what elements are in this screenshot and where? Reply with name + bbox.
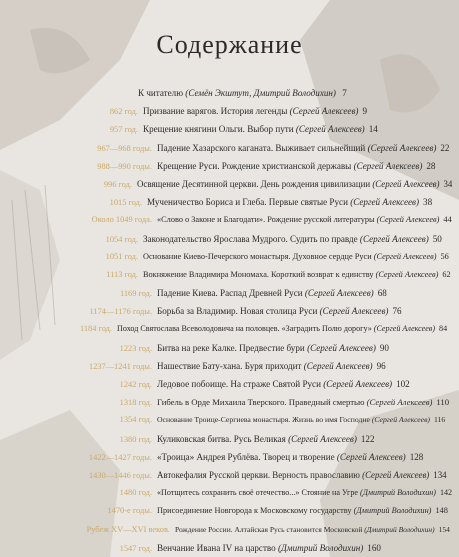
entry-title: Борьба за Владимир. Новая столица Руси — [157, 306, 318, 317]
entry-page: 102 — [396, 379, 410, 389]
entry-date: 1380 год. — [119, 434, 152, 444]
entry-page: 50 — [432, 233, 442, 244]
entry-author: (Сергей Алексеев) — [350, 197, 420, 208]
entry-page: 22 — [440, 142, 450, 153]
entry-date: 988—990 годы. — [97, 161, 152, 171]
toc-entry[interactable] — [52, 284, 452, 302]
entry-date: 1242 год. — [119, 380, 152, 389]
entry-author: (Сергей Алексеев) — [367, 142, 437, 153]
entry-date: 1354 год. — [119, 415, 152, 425]
toc-entry[interactable] — [52, 120, 452, 138]
toc-entry[interactable] — [52, 521, 452, 539]
toc-entry[interactable] — [52, 193, 452, 211]
entry-date: 996 год. — [103, 179, 132, 189]
entry-date: 862 год. — [109, 107, 138, 117]
entry-title: Крещение княгини Ольги. Выбор пути — [143, 124, 294, 135]
entry-author: (Дмитрий Володихин) — [364, 524, 435, 534]
entry-title: «Слово о Законе и Благодати». Рождение русской литературы — [157, 215, 375, 225]
entry-author: (Сергей Алексеев) — [336, 451, 406, 462]
entry-title: Падение Киева. Распад Древней Руси — [157, 288, 303, 299]
entry-author: (Дмитрий Володихин) — [353, 506, 432, 516]
entry-title: Гибель в Орде Михаила Тверского. Праведный смертью — [157, 397, 365, 408]
entry-author: (Сергей Алексеев) — [371, 415, 430, 425]
toc-entry[interactable] — [52, 248, 452, 266]
entry-title: Рождение России. Алтайская Русь становится Московской — [175, 524, 363, 534]
entry-page: 9 — [362, 106, 367, 117]
entry-author: (Сергей Алексеев) — [376, 215, 440, 225]
entry-title: Куликовская битва. Русь Великая — [157, 433, 286, 444]
entry-page: 68 — [377, 288, 387, 299]
toc-entry[interactable] — [52, 302, 452, 320]
toc-entry[interactable] — [52, 157, 452, 175]
entry-author: (Сергей Алексеев) — [288, 433, 357, 444]
toc-entry[interactable] — [52, 484, 452, 502]
entry-date: 1051 год. — [105, 251, 138, 261]
toc-entry[interactable] — [52, 411, 452, 429]
entry-page: 134 — [433, 469, 447, 480]
entry-title: «Потщитесь сохранить своё отечество...» Стояние на Угре — [157, 488, 358, 498]
entry-author: (Сергей Алексеев) — [372, 178, 440, 189]
entry-page: 84 — [439, 324, 448, 334]
entry-author: (Сергей Алексеев) — [319, 306, 389, 317]
entry-date: 1184 год. — [79, 324, 112, 334]
toc-entry[interactable] — [52, 393, 452, 411]
entry-author: (Сергей Алексеев) — [373, 324, 436, 334]
entry-author: (Сергей Алексеев) — [304, 288, 374, 299]
entry-page: 128 — [409, 451, 424, 462]
entry-title: Мученичество Бориса и Глеба. Первые святые Руси — [147, 197, 348, 208]
toc-entry[interactable] — [52, 266, 452, 284]
toc-entry[interactable] — [52, 466, 452, 484]
entry-date: 1237—1241 годы. — [88, 361, 152, 371]
entry-date: 1174—1176 годы. — [89, 307, 152, 317]
toc-intro[interactable] — [52, 84, 452, 102]
entry-date: 1422—1427 годы. — [88, 452, 152, 462]
entry-page: 154 — [438, 524, 450, 534]
toc-entry[interactable] — [52, 448, 452, 466]
entry-page: 62 — [442, 269, 451, 279]
entry-date: 1054 год. — [105, 234, 138, 244]
entry-title: Падение Хазарского каганата. Выживает сильнейший — [157, 142, 366, 153]
entry-author: (Дмитрий Володихин) — [277, 542, 364, 553]
entry-title: Основание Троице-Сергиева монастыря. Жизнь во имя Господне — [157, 415, 370, 425]
entry-author: (Сергей Алексеев) — [289, 106, 359, 117]
entry-page: 90 — [379, 342, 389, 353]
entry-date: 1223 год. — [119, 343, 152, 353]
entry-page: 34 — [443, 178, 452, 189]
toc-entry[interactable] — [52, 430, 452, 448]
entry-title: Автокефалия Русской церкви. Верность православию — [157, 469, 360, 480]
entry-date: Около 1049 года. — [91, 215, 152, 225]
entry-title: Вокняжение Владимира Мономаха. Короткий возврат к единству — [143, 269, 374, 279]
intro-title: К читателю — [138, 88, 184, 98]
entry-title: Освящение Десятинной церкви. День рождения цивилизации — [137, 178, 371, 189]
entry-date: 1480 год. — [119, 488, 152, 498]
table-of-contents — [52, 84, 452, 557]
entry-title: Законодательство Ярослава Мудрого. Судить по правде — [143, 233, 358, 244]
entry-title: Битва на реке Калке. Предвестие бури — [157, 342, 305, 353]
intro-page: 7 — [342, 88, 347, 98]
intro-author: (Семён Экштут, Дмитрий Володихин) — [185, 88, 336, 98]
entry-page: 148 — [435, 506, 448, 516]
entry-title: Ледовое побоище. На страже Святой Руси — [157, 379, 321, 389]
entry-date: 1113 год. — [106, 269, 138, 279]
entry-page: 160 — [367, 542, 381, 553]
entry-date: 967—968 годы. — [97, 143, 152, 153]
entry-author: (Сергей Алексеев) — [359, 233, 429, 244]
entry-page: 44 — [443, 215, 452, 225]
entry-page: 38 — [423, 197, 433, 208]
entry-author: (Сергей Алексеев) — [323, 379, 393, 389]
entry-author: (Сергей Алексеев) — [366, 397, 433, 408]
entry-title: Венчание Ивана IV на царство — [157, 542, 276, 553]
entry-page: 28 — [426, 160, 436, 171]
entry-author: (Сергей Алексеев) — [362, 469, 430, 480]
entry-date: 1470-е годы. — [107, 506, 152, 516]
entry-author: (Дмитрий Володихин) — [360, 488, 436, 498]
entry-date: 1430—1446 годы. — [88, 470, 152, 480]
entry-page: 96 — [376, 360, 386, 371]
entry-author: (Сергей Алексеев) — [373, 251, 437, 261]
entry-page: 56 — [440, 251, 449, 261]
page-title: Содержание — [156, 30, 303, 59]
entry-date: 957 год. — [109, 125, 138, 135]
entry-page: 142 — [439, 488, 452, 498]
toc-entry[interactable] — [52, 139, 452, 157]
toc-entry[interactable] — [52, 375, 452, 393]
entry-page: 14 — [368, 124, 378, 135]
toc-entry[interactable] — [52, 211, 452, 229]
entry-author: (Сергей Алексеев) — [307, 342, 376, 353]
toc-entry[interactable] — [52, 357, 452, 375]
toc-entry[interactable] — [52, 502, 452, 520]
entry-page: 116 — [433, 415, 446, 425]
entry-title: Поход Святослава Всеволодовича на половцев. «Заградить Полю дорогу» — [117, 324, 372, 334]
entry-title: Нашествие Бату-хана. Буря приходит — [157, 360, 302, 371]
entry-page: 110 — [436, 397, 450, 408]
entry-title: Призвание варягов. История легенды — [143, 106, 288, 117]
entry-date: 1547 год. — [119, 543, 152, 553]
entry-date: 1318 год. — [119, 398, 152, 408]
entry-date: 1169 год. — [119, 289, 152, 299]
entry-title: «Троица» Андрея Рублёва. Творец и творение — [157, 451, 335, 462]
entry-title: Основание Киево-Печерского монастыря. Духовное сердце Руси — [143, 251, 372, 261]
entry-author: (Сергей Алексеев) — [295, 124, 365, 135]
toc-entry[interactable] — [52, 320, 452, 338]
entry-date: Рубеж XV—XVI веков. — [86, 524, 170, 534]
entry-author: (Сергей Алексеев) — [375, 269, 439, 279]
entry-author: (Сергей Алексеев) — [303, 360, 373, 371]
toc-entry[interactable] — [52, 230, 452, 248]
entry-title: Крещение Руси. Рождение христианской державы — [157, 160, 352, 171]
entry-date: 1015 год. — [109, 198, 142, 208]
toc-entry[interactable] — [52, 175, 452, 193]
entry-author: (Сергей Алексеев) — [353, 160, 423, 171]
toc-entry[interactable] — [52, 339, 452, 357]
toc-entry[interactable] — [52, 102, 452, 120]
entry-title: Присоединение Новгорода к Московскому государству — [157, 506, 352, 516]
toc-entry[interactable] — [52, 539, 452, 557]
entry-page: 122 — [360, 433, 375, 444]
entry-page: 76 — [392, 306, 402, 317]
